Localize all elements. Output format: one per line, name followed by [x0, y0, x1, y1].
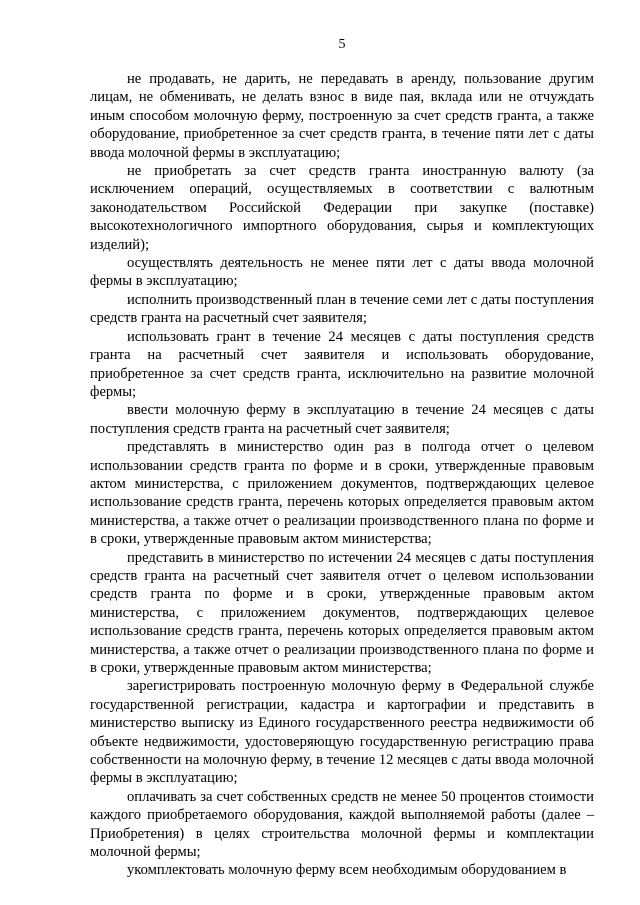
paragraph: укомплектовать молочную ферму всем необходимым оборудованием в — [127, 862, 567, 879]
page-number: 5 — [338, 37, 346, 52]
paragraph: представить в министерство по истечении 24 месяцев с даты поступления средств гранта на расчетный счет заявителя отчет о целевом использовании средств гранта по форме и в сроки, утвержденные правовым актом министерства, с приложением документов, подтверждающих целевое использование средств гранта, перечень которых определяется правовым актом министерства, а также отчет о реализации производственного плана по форме и в сроки, утвержденные правовым актом министерства; — [90, 549, 594, 676]
paragraph: использовать грант в течение 24 месяцев с даты поступления средств гранта на расчетный счет заявителя и использовать оборудование, приобретенное за счет средств гранта, исключительно на развитие молочной фермы; — [90, 328, 594, 400]
paragraph: исполнить производственный план в течение семи лет с даты поступления средств гранта на расчетный счет заявителя; — [90, 291, 594, 327]
document-body — [90, 70, 594, 880]
paragraph: оплачивать за счет собственных средств не менее 50 процентов стоимости каждого приобретаемого оборудования, каждой выполняемой работы (далее – Приобретения) в целях строительства молочной фермы и комплектации молочной фермы; — [90, 788, 594, 861]
paragraph: представлять в министерство один раз в полгода отчет о целевом использовании средств гранта по форме и в сроки, утвержденные правовым актом министерства, с приложением документов, подтверждающих целевое использование средств гранта, перечень которых определяется правовым актом министерства, а также отчет о реализации производственного плана по форме и в сроки, утвержденные правовым актом министерства; — [90, 439, 594, 548]
paragraph: не продавать, не дарить, не передавать в аренду, пользование другим лицам, не обменивать, не делать взнос в виде пая, вклада или не отчуждать иным способом молочную ферму, построенную за счет средств гранта, а также оборудование, приобретенное за счет средств гранта, в течение пяти лет с даты ввода молочной фермы в эксплуатацию; — [90, 71, 594, 161]
paragraph: ввести молочную ферму в эксплуатацию в течение 24 месяцев с даты поступления средств гранта на расчетный счет заявителя; — [90, 402, 594, 437]
paragraph: зарегистрировать построенную молочную ферму в Федеральной службе государственной регистрации, кадастра и картографии и представить в министерство выписку из Единого государственного реестра недвижимости об объекте недвижимости, удостоверяющую государственную регистрацию права собственности на молочную ферму, в течение 12 месяцев с даты ввода молочной фермы в эксплуатацию; — [90, 678, 594, 787]
paragraph: осуществлять деятельность не менее пяти лет с даты ввода молочной фермы в эксплуатацию; — [90, 255, 594, 290]
paragraph: не приобретать за счет средств гранта иностранную валюту (за исключением операций, осуществляемых в соответствии с валютным законодательством Российской Федерации при закупке (поставке) высокотехнологичного импортного оборудования, сырья и комплектующих изделий); — [90, 163, 594, 253]
